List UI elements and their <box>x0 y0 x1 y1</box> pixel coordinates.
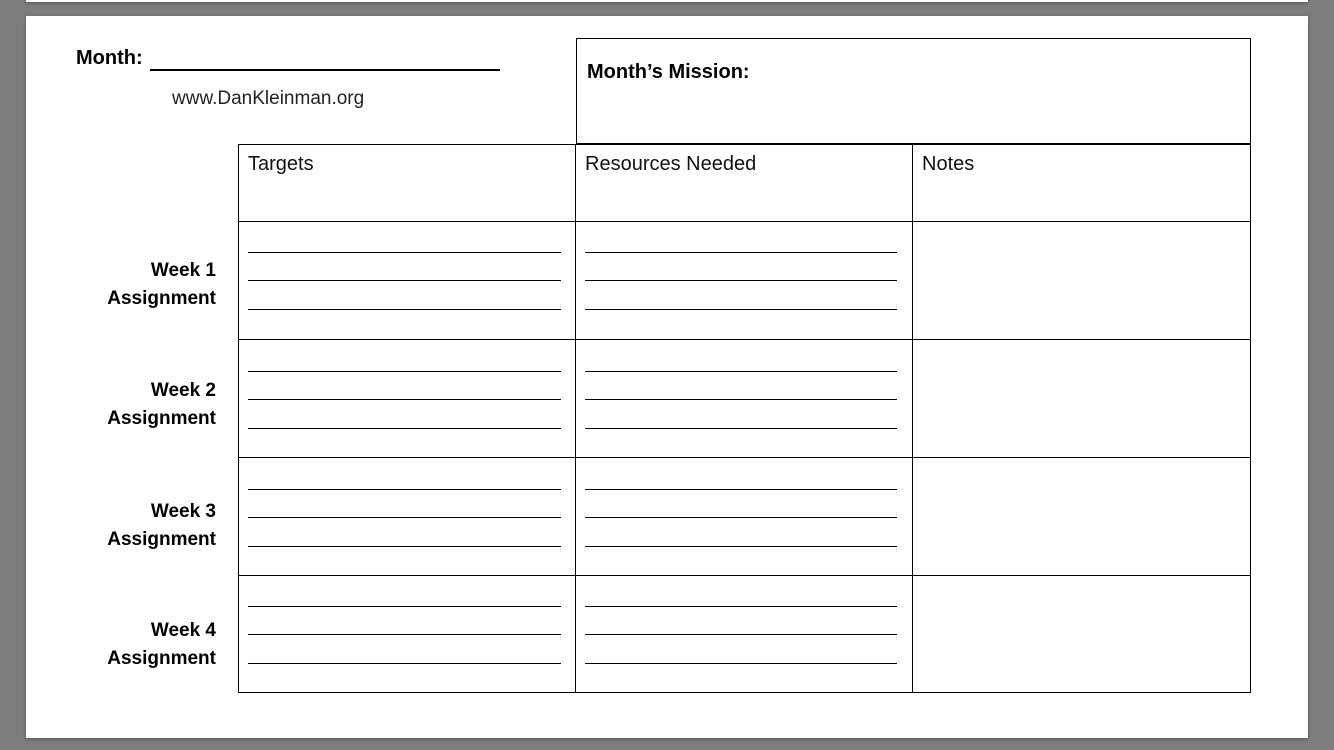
targets-blank-line <box>248 489 561 490</box>
targets-blank-line <box>248 399 561 400</box>
targets-blank-line <box>248 252 561 253</box>
targets-blank-line <box>248 309 561 310</box>
mission-box <box>576 38 1251 144</box>
week-title: Week 4 <box>150 620 216 641</box>
targets-blank-line <box>248 606 561 607</box>
resources-blank-line <box>585 428 897 429</box>
targets-blank-line <box>248 663 561 664</box>
resources-blank-line <box>585 280 897 281</box>
resources-blank-line <box>585 663 897 664</box>
week-title: Week 1 <box>150 260 216 281</box>
resources-blank-line <box>585 371 897 372</box>
week-2-label <box>56 377 216 433</box>
column-header-resources: Resources Needed <box>585 153 757 175</box>
resources-blank-line <box>585 517 897 518</box>
column-header-targets: Targets <box>248 153 314 175</box>
column-divider <box>575 145 576 692</box>
targets-blank-line <box>248 280 561 281</box>
week-subtitle: Assignment <box>107 648 216 669</box>
resources-blank-line <box>585 489 897 490</box>
targets-blank-line <box>248 517 561 518</box>
targets-blank-line <box>248 634 561 635</box>
resources-blank-line <box>585 634 897 635</box>
resources-blank-line <box>585 252 897 253</box>
header-row-divider <box>239 221 1250 222</box>
week-title: Week 2 <box>150 380 216 401</box>
week-3-label <box>56 498 216 554</box>
week-1-label <box>56 257 216 313</box>
week-title: Week 3 <box>150 501 216 522</box>
column-divider <box>912 145 913 692</box>
month-label: Month: <box>76 47 143 69</box>
resources-blank-line <box>585 399 897 400</box>
week-subtitle: Assignment <box>107 529 216 550</box>
targets-blank-line <box>248 371 561 372</box>
week-subtitle: Assignment <box>107 408 216 429</box>
month-blank-line <box>150 69 500 71</box>
row-divider <box>239 339 1250 340</box>
row-divider <box>239 575 1250 576</box>
resources-blank-line <box>585 309 897 310</box>
website-text: www.DanKleinman.org <box>172 88 365 109</box>
row-divider <box>239 457 1250 458</box>
column-header-notes: Notes <box>922 153 975 175</box>
worksheet-page <box>26 16 1308 738</box>
mission-label: Month’s Mission: <box>587 61 750 83</box>
assignment-table <box>238 144 1251 693</box>
week-4-label <box>56 617 216 673</box>
resources-blank-line <box>585 546 897 547</box>
targets-blank-line <box>248 546 561 547</box>
resources-blank-line <box>585 606 897 607</box>
week-subtitle: Assignment <box>107 288 216 309</box>
previous-page-edge <box>26 0 1308 2</box>
targets-blank-line <box>248 428 561 429</box>
